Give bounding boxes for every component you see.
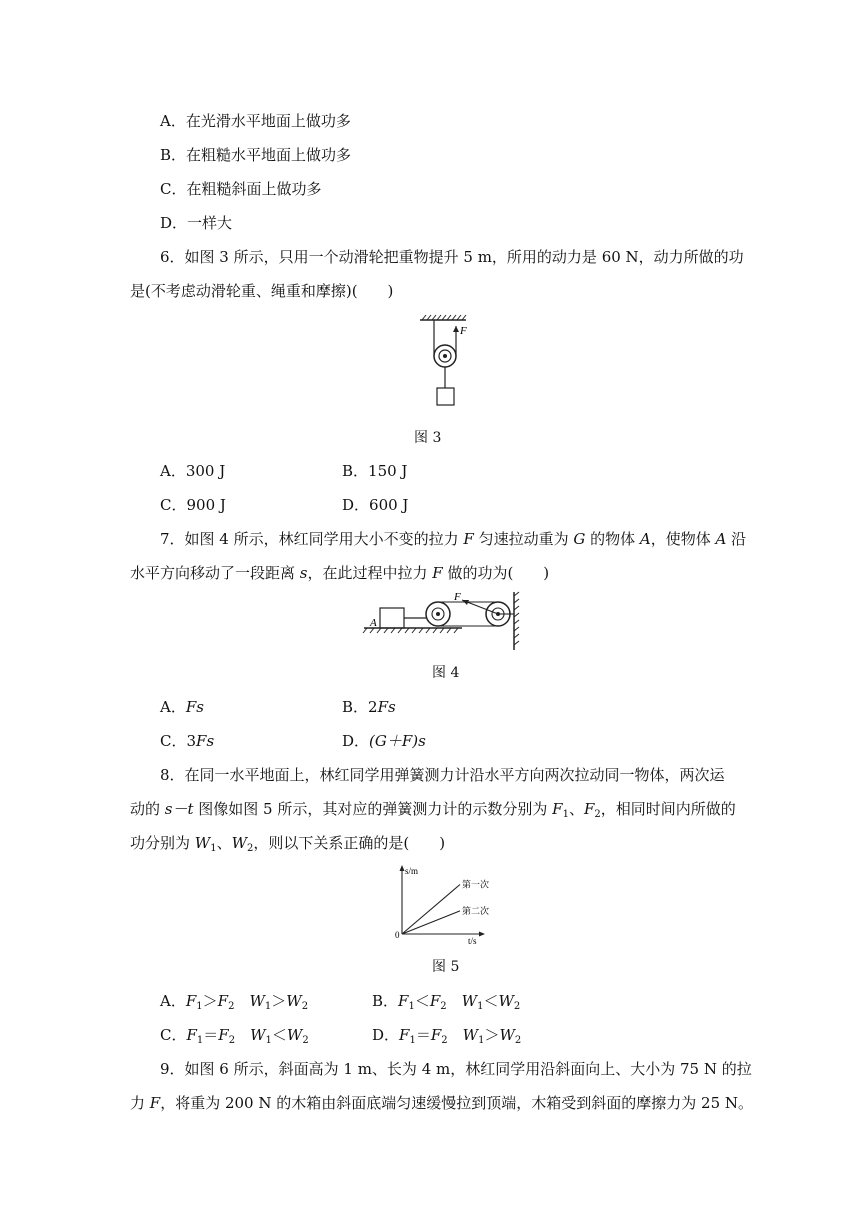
q8-option-b: B．$F_1<F_2$ $W_1<W_2$: [372, 992, 521, 1012]
q8-option-d: D．$F_1=F_2$ $W_1>W_2$: [372, 1026, 522, 1046]
figure-5-st-chart: [392, 862, 492, 946]
q7-text-line2: 水平方向移动了一段距离 s，在此过程中拉力 F 做的功为( ): [130, 564, 550, 582]
q8-option-a: A．$F_1>F_2$ $W_1>W_2$: [160, 992, 309, 1012]
q8-option-c: C．$F_1=F_2$ $W_1<W_2$: [160, 1026, 309, 1046]
q6-text-line1: 6．如图 3 所示，只用一个动滑轮把重物提升 5 m，所用的动力是 60 N，动力所做的功: [160, 248, 744, 266]
q6-text-line2: 是(不考虑动滑轮重、绳重和摩擦)( ): [130, 282, 394, 300]
q7-option-c: C．3Fs: [160, 732, 215, 750]
q8-text-line2: 动的 s－t 图像如图 5 所示，其对应的弹簧测力计的示数分别为 $F_1$、$F_2$，相同时间内所做的: [130, 800, 736, 820]
series-line-1: [402, 885, 460, 935]
figure-4-label-f: F: [454, 591, 461, 603]
figure-3-caption: 图 3: [414, 430, 442, 446]
q5-option-b: B．在粗糙水平地面上做功多: [160, 146, 352, 164]
x-axis-label: t/s: [468, 936, 477, 946]
q6-option-a: A．300 J: [160, 462, 226, 480]
q9-text-line2: 力 F，将重为 200 N 的木箱由斜面底端匀速缓慢拉到顶端，木箱受到斜面的摩擦力为 25 N。: [130, 1094, 754, 1112]
q6-option-b: B．150 J: [342, 462, 408, 480]
origin-label: 0: [395, 930, 400, 940]
q6-option-d: D．600 J: [342, 496, 409, 514]
q5-option-a: A．在光滑水平地面上做功多: [160, 112, 351, 130]
q7-text-line1: 7．如图 4 所示，林红同学用大小不变的拉力 F 匀速拉动重为 G 的物体 A，使物体 A 沿: [160, 530, 747, 548]
y-axis-label: s/m: [405, 866, 419, 876]
series-line-2: [402, 911, 460, 934]
q8-text-line1: 8．在同一水平地面上，林红同学用弹簧测力计沿水平方向两次拉动同一物体，两次运: [160, 766, 725, 784]
figure-5-caption: 图 5: [432, 959, 460, 975]
series-label-1: 第一次: [462, 879, 490, 890]
q9-text-line1: 9．如图 6 所示，斜面高为 1 m、长为 4 m，林红同学用沿斜面向上、大小为 75 N 的拉: [160, 1060, 752, 1078]
q7-option-d: D．(G＋F)s: [342, 732, 426, 750]
q7-option-b: B．2Fs: [342, 698, 396, 716]
figure-3-pulley: [410, 312, 480, 412]
y-axis-arrow: [400, 865, 405, 871]
q5-option-d: D．一样大: [160, 214, 233, 232]
figure-3-label-f: F: [460, 325, 467, 337]
x-axis-arrow: [479, 932, 485, 937]
q5-option-c: C．在粗糙斜面上做功多: [160, 180, 322, 198]
series-label-2: 第二次: [462, 905, 490, 916]
q7-option-a: A．Fs: [160, 698, 204, 716]
q6-option-c: C．900 J: [160, 496, 226, 514]
q8-text-line3: 功分别为 $W_1$、$W_2$，则以下关系正确的是( ): [130, 834, 446, 854]
figure-4-label-a: A: [370, 617, 377, 629]
figure-4-pulley-system: [362, 590, 532, 652]
figure-4-caption: 图 4: [432, 665, 460, 681]
